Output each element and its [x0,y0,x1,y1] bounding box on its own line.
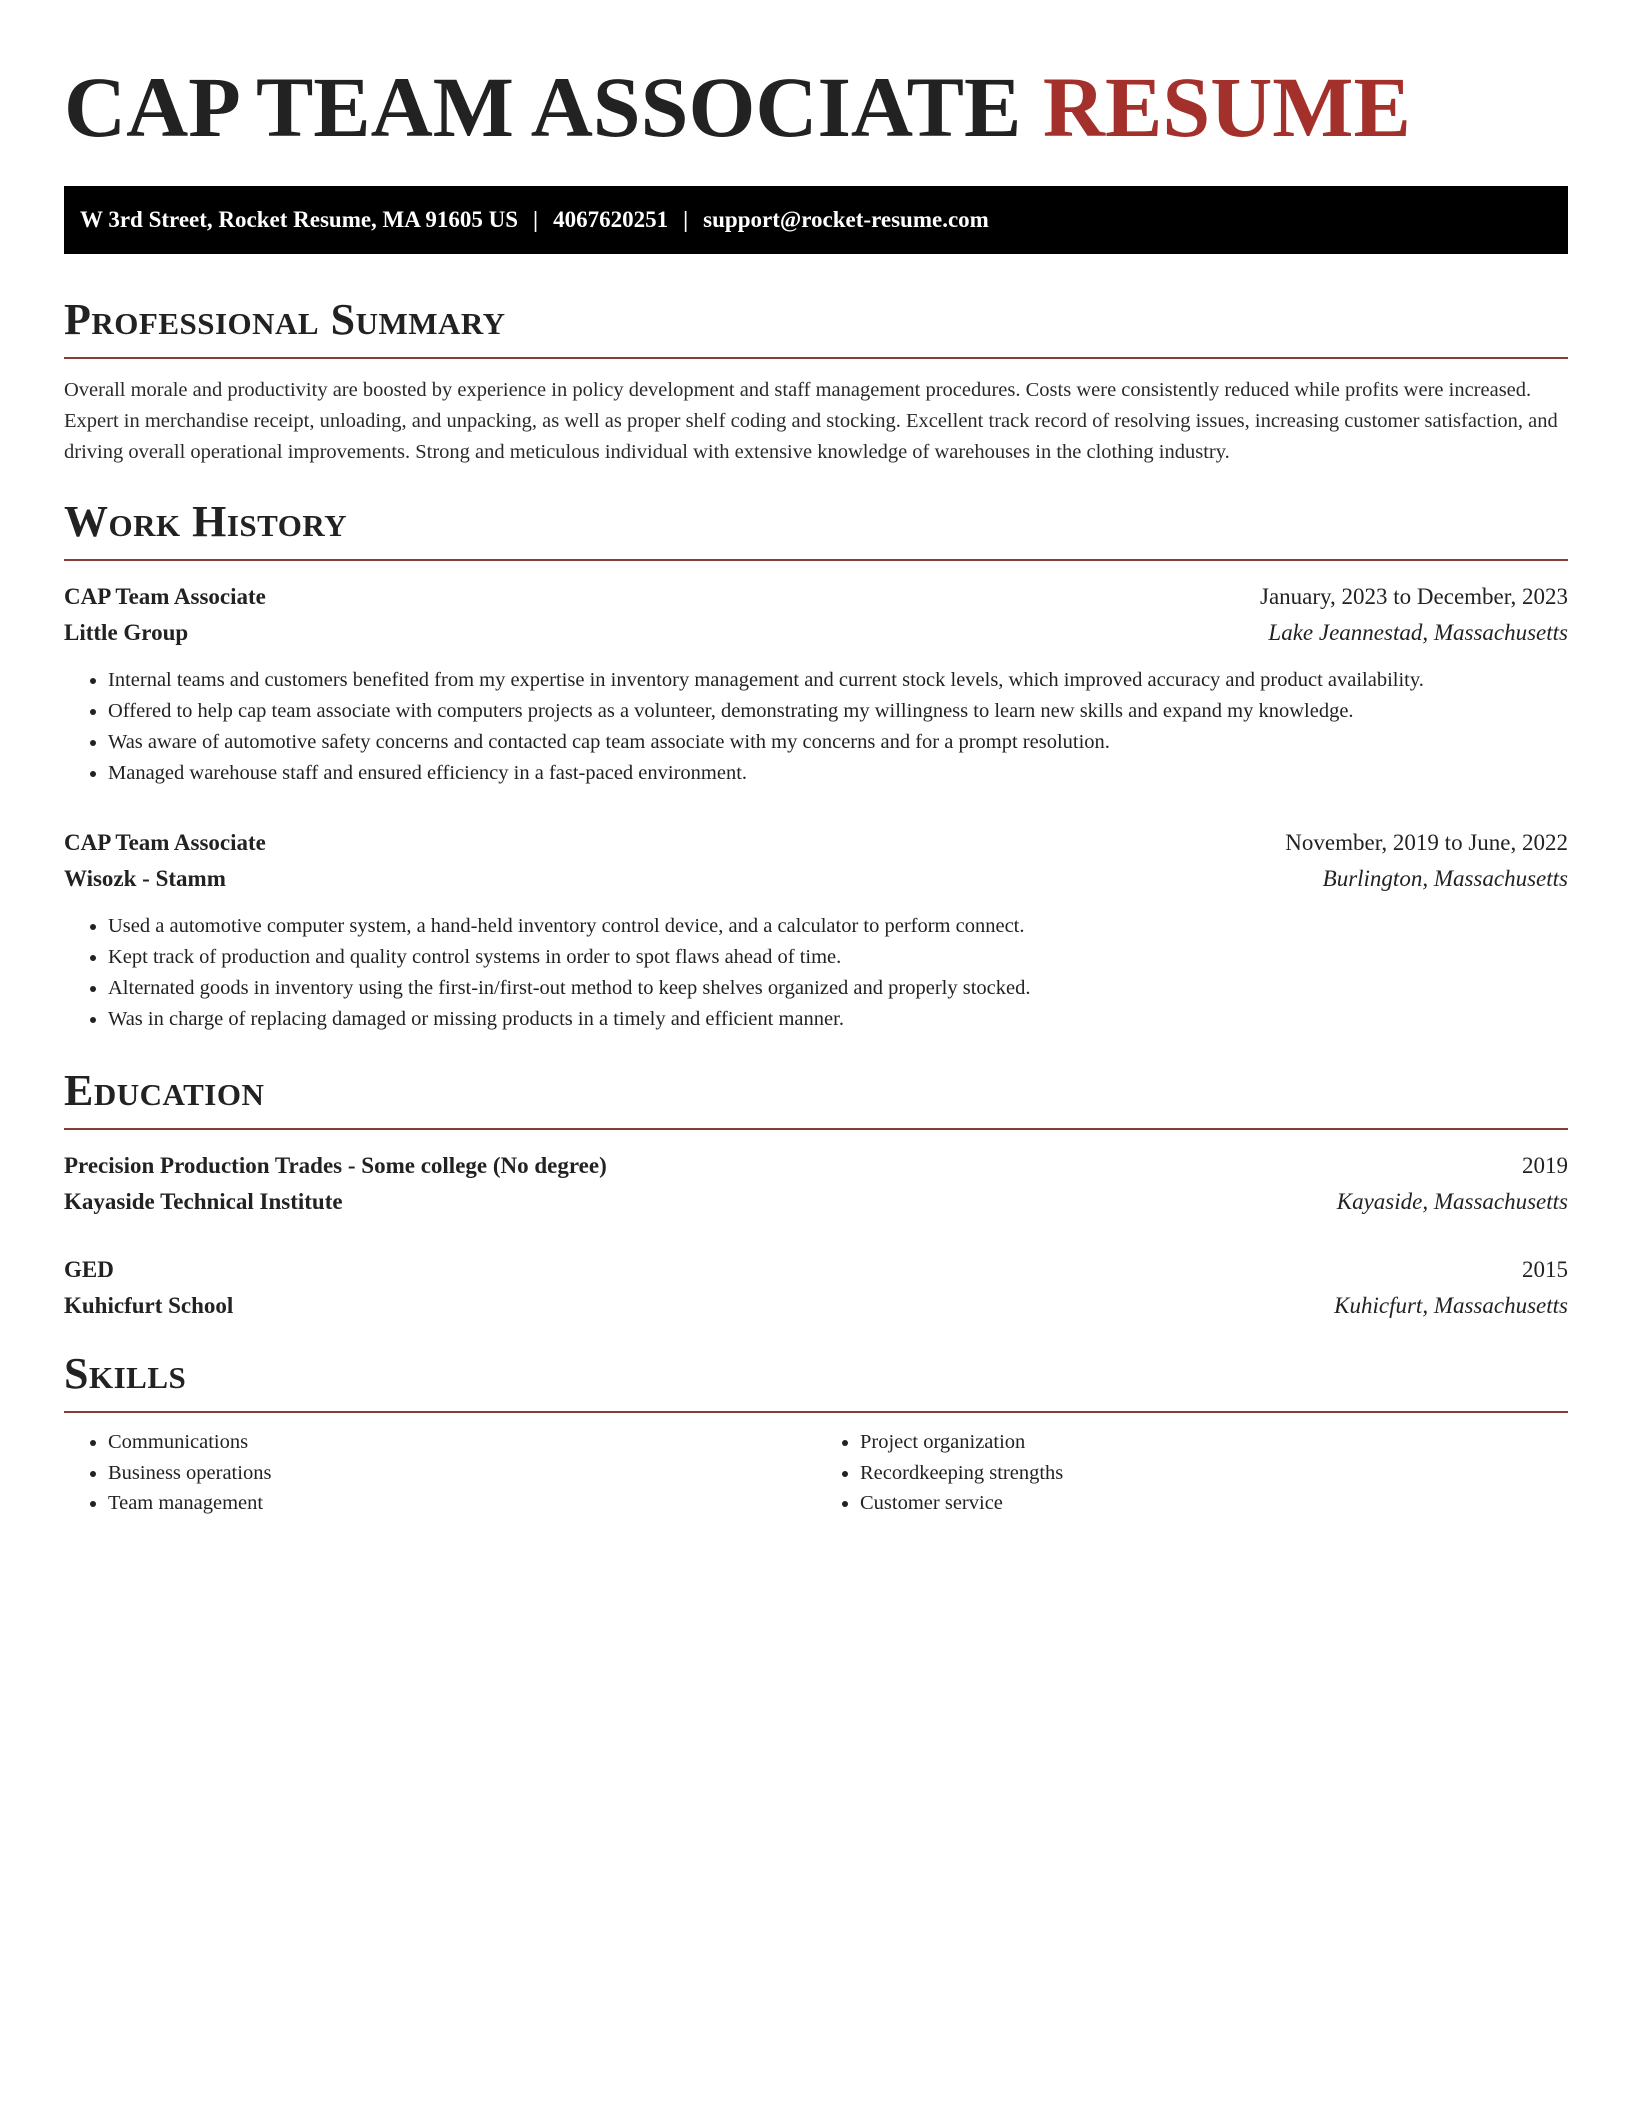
education-school: Kuhicfurt School [64,1293,234,1318]
job-header-row [64,825,1568,861]
skills-column-right [816,1427,1568,1519]
job-header-row [64,579,1568,615]
education-degree-row [64,1252,1568,1288]
contact-bar [64,186,1568,254]
section-divider [64,1411,1568,1413]
section-heading-summary: Professional Summary [64,295,506,344]
section-heading-skills: Skills [64,1349,187,1398]
job-entry [64,825,1568,1035]
job-company-row [64,861,1568,897]
skills-column-left [64,1427,816,1519]
section-heading-education: Education [64,1066,265,1115]
job-bullets [64,911,1568,1035]
job-bullets [64,665,1568,789]
education-degree: Precision Production Trades - Some college (No degree) [64,1153,607,1178]
work-history-section [64,497,1568,1035]
title-accent: RESUME [1042,59,1411,155]
education-location: Kuhicfurt, Massachusetts [1334,1293,1568,1318]
education-degree: GED [64,1257,114,1282]
education-year: 2015 [1522,1257,1568,1282]
job-bullet: • Managed warehouse staff and ensured efficiency in a fast-paced environment. [108,758,1568,789]
job-title: CAP Team Associate [64,830,266,855]
contact-phone: 4067620251 [553,207,669,232]
section-divider [64,357,1568,359]
skills-grid [64,1427,1568,1519]
contact-email[interactable]: support@rocket-resume.com [703,207,989,232]
skill-item: • Business operations [108,1458,816,1489]
job-bullet: • Kept track of production and quality control systems in order to spot flaws ahead of time. [108,942,1568,973]
job-company: Little Group [64,620,189,645]
job-location: Lake Jeannestad, Massachusetts [1268,620,1568,645]
education-location: Kayaside, Massachusetts [1336,1189,1568,1214]
education-entry [64,1148,1568,1220]
job-bullet: • Used a automotive computer system, a hand-held inventory control device, and a calculator to perform connect. [108,911,1568,942]
section-heading-work-history: Work History [64,497,348,546]
job-dates: November, 2019 to June, 2022 [1285,830,1568,855]
education-entry [64,1252,1568,1324]
education-degree-row [64,1148,1568,1184]
job-bullet: • Internal teams and customers benefited from my expertise in inventory management and current stock levels, which improved accuracy and product availability. [108,665,1568,696]
job-company: Wisozk - Stamm [64,866,226,891]
title-main: CAP TEAM ASSOCIATE [64,59,1022,155]
job-location: Burlington, Massachusetts [1322,866,1568,891]
skill-item: • Customer service [860,1488,1568,1519]
job-bullet: • Was in charge of replacing damaged or missing products in a timely and efficient manner. [108,1004,1568,1035]
job-dates: January, 2023 to December, 2023 [1260,584,1568,609]
skills-section [64,1349,1568,1519]
section-divider [64,1128,1568,1130]
skill-item: • Project organization [860,1427,1568,1458]
education-school: Kayaside Technical Institute [64,1189,343,1214]
job-bullet: • Was aware of automotive safety concerns and contacted cap team associate with my concerns and for a prompt resolution. [108,727,1568,758]
education-school-row [64,1288,1568,1324]
contact-separator: | [683,207,689,232]
contact-separator: | [533,207,539,232]
education-year: 2019 [1522,1153,1568,1178]
contact-address: W 3rd Street, Rocket Resume, MA 91605 US [80,207,519,232]
resume-title [64,59,1568,155]
job-title: CAP Team Associate [64,584,266,609]
section-divider [64,559,1568,561]
job-bullet: • Alternated goods in inventory using the first-in/first-out method to keep shelves organized and properly stocked. [108,973,1568,1004]
education-section [64,1066,1568,1324]
summary-text: Overall morale and productivity are boosted by experience in policy development and staff management procedures. Costs were consistently reduced while profits were increased. Expert in merchandise receipt, unloading, and unpacking, as well as proper shelf coding and stocking. Excellent track record of resolving issues, increasing customer satisfaction, and driving overall operational improvements. Strong and meticulous individual with extensive knowledge of warehouses in the clothing industry. [64,379,1558,463]
job-company-row [64,615,1568,651]
skill-item: • Recordkeeping strengths [860,1458,1568,1489]
skill-item: • Team management [108,1488,816,1519]
education-school-row [64,1184,1568,1220]
skill-item: • Communications [108,1427,816,1458]
job-entry [64,579,1568,789]
summary-section [64,295,1568,468]
job-bullet: • Offered to help cap team associate with computers projects as a volunteer, demonstrating my willingness to learn new skills and expand my knowledge. [108,696,1568,727]
